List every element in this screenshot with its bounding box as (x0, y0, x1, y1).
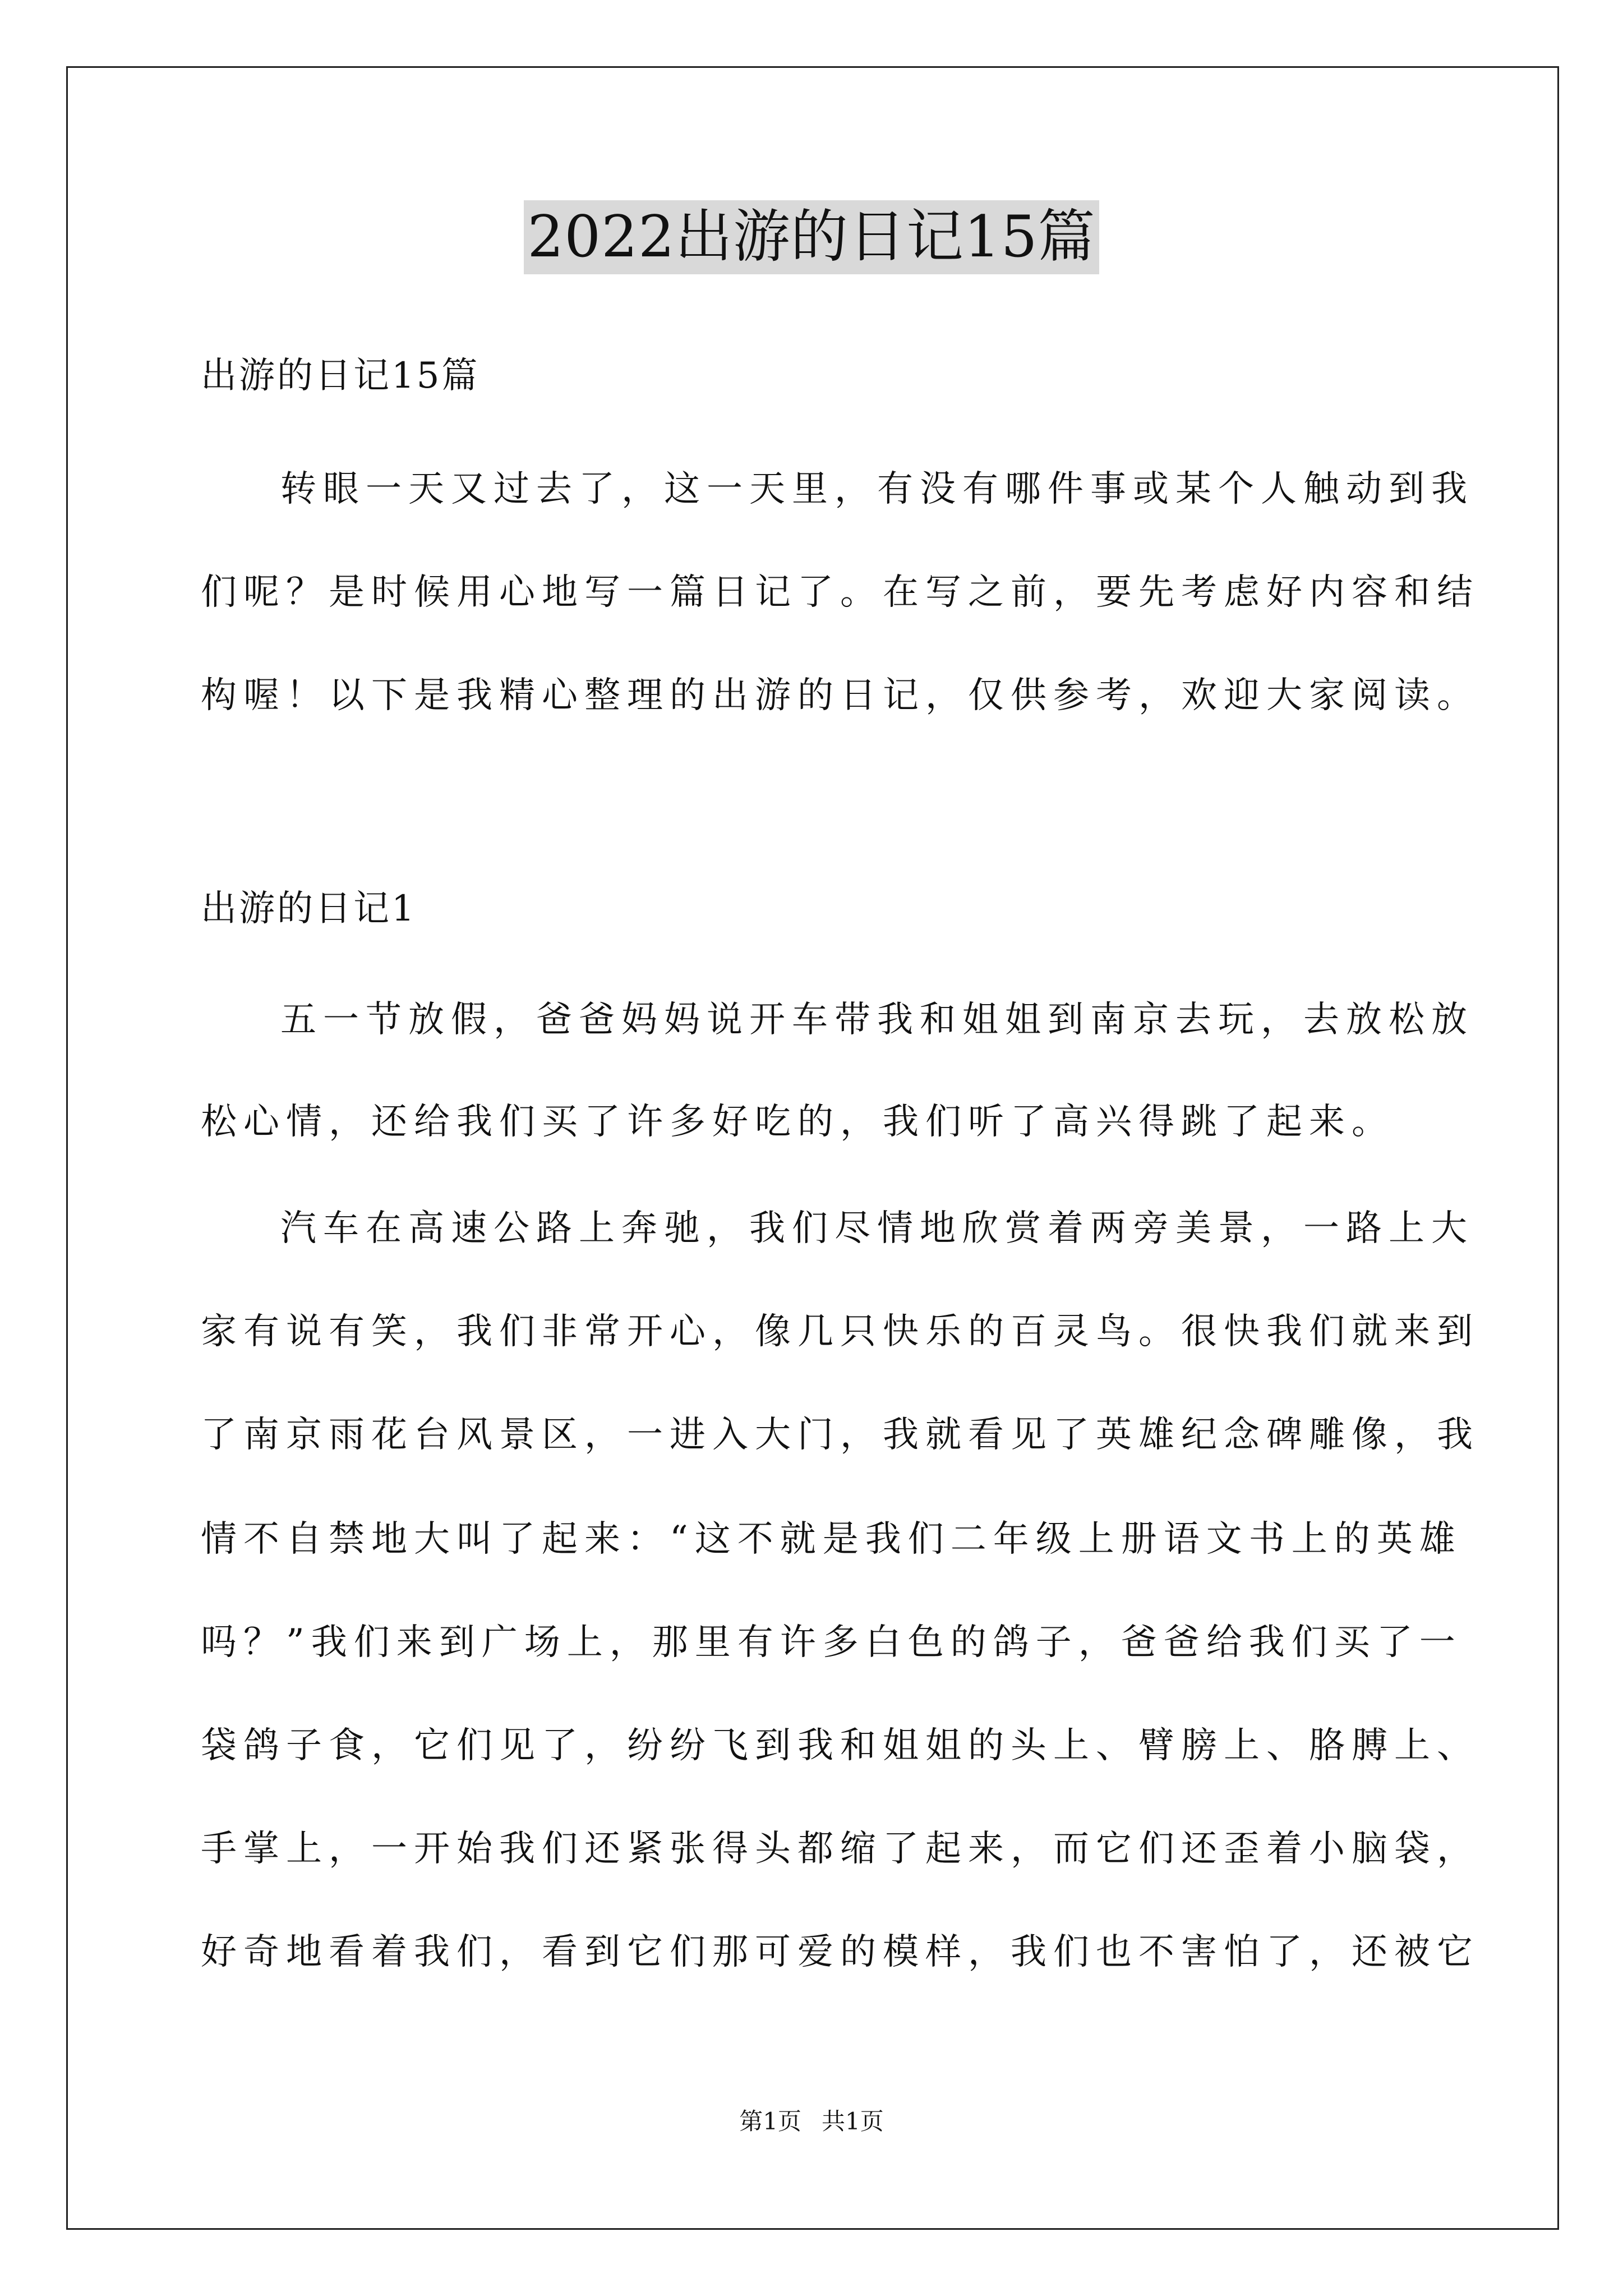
page-number: 第1页 (739, 2108, 801, 2135)
para2-line-6: 袋鸽子食，它们见了，纷纷飞到我和姐姐的头上、臂膀上、胳膊上、 (201, 1725, 1479, 1766)
para2-line-1: 汽车在高速公路上奔驰，我们尽情地欣赏着两旁美景，一路上大 (280, 1208, 1474, 1249)
para2-line-3: 了南京雨花台风景区，一进入大门，我就看见了英雄纪念碑雕像，我 (201, 1414, 1479, 1456)
para2-line-7: 手掌上，一开始我们还紧张得头都缩了起来，而它们还歪着小脑袋， (201, 1828, 1479, 1870)
title-container (0, 200, 1623, 274)
para1-line-2: 松心情，还给我们买了许多好吃的，我们听了高兴得跳了起来。 (201, 1101, 1394, 1143)
intro-line-3: 构喔！以下是我精心整理的出游的日记，仅供参考，欢迎大家阅读。 (201, 675, 1479, 716)
document-title: 2022出游的日记15篇 (524, 200, 1099, 274)
section-heading: 出游的日记1 (201, 888, 417, 930)
para1-line-1: 五一节放假，爸爸妈妈说开车带我和姐姐到南京去玩，去放松放 (280, 999, 1474, 1041)
page-footer (0, 2105, 1623, 2138)
subtitle: 出游的日记15篇 (201, 355, 480, 397)
page-total: 共1页 (822, 2108, 884, 2135)
para2-line-4: 情不自禁地大叫了起来：“这不就是我们二年级上册语文书上的英雄 (201, 1519, 1462, 1560)
intro-line-1: 转眼一天又过去了，这一天里，有没有哪件事或某个人触动到我 (280, 468, 1474, 510)
intro-line-2: 们呢？是时候用心地写一篇日记了。在写之前，要先考虑好内容和结 (201, 572, 1479, 613)
para2-line-8: 好奇地看着我们，看到它们那可爱的模样，我们也不害怕了，还被它 (201, 1931, 1479, 1973)
para2-line-2: 家有说有笑，我们非常开心，像几只快乐的百灵鸟。很快我们就来到 (201, 1311, 1479, 1352)
para2-line-5: 吗？”我们来到广场上，那里有许多白色的鸽子，爸爸给我们买了一 (201, 1622, 1462, 1663)
